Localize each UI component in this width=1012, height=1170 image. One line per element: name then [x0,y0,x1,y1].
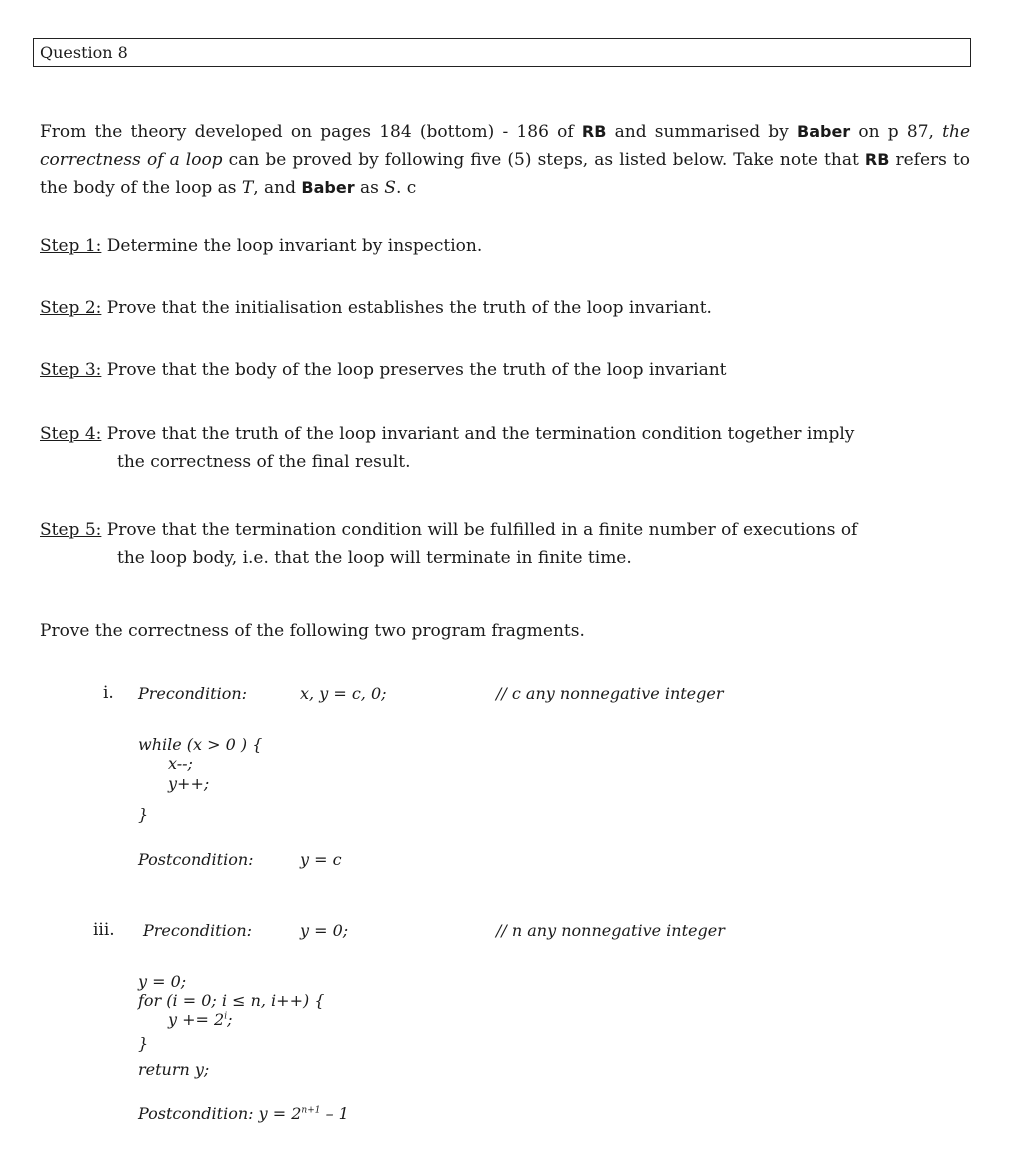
fragment-2-code-line [168,1010,232,1030]
fragment-1-code-line: } [138,805,149,824]
fragment-1-code-line: while (x > 0 ) { [138,735,263,754]
intro-text: on p 87, [850,122,943,142]
step-5 [40,516,968,572]
intro-text: . c [395,178,417,198]
step-text: Prove that the body of the loop preserves the truth of the loop invariant [106,360,727,380]
fragment-2-code-line: } [138,1034,149,1053]
intro-emphasis: the correctness of a loop [40,122,971,170]
rb-ref: RB [864,150,890,169]
fragment-1-numeral: i. [103,683,114,703]
fragment-2-precondition-value: y = 0; [300,921,349,940]
fragment-1-code-line: x--; [168,754,193,773]
step-text: Determine the loop invariant by inspection. [106,236,483,256]
postcondition-exponent: n+1 [301,1105,321,1116]
fragment-2-code-line: for (i = 0; i ≤ n, i++) { [138,991,325,1010]
fragment-1-postcondition-value: y = c [300,850,342,869]
intro-text: From the theory developed on pages 184 (bottom) - 186 of [40,122,582,142]
rb-ref: RB [581,122,607,141]
intro-text: refers to the body of the loop as [40,150,971,198]
intro-text: can be proved by following five (5) steps, as listed below. Take note that [222,150,865,170]
baber-ref: Baber [301,178,355,197]
step-label: Step 5: [40,520,102,540]
postcondition-text: – 1 [320,1104,349,1123]
step-2 [40,294,968,322]
fragment-2-comment: // n any nonnegative integer [496,921,725,940]
step-label: Step 3: [40,360,102,380]
fragment-2-code-line: y = 0; [138,972,187,991]
intro-text: , and [253,178,302,198]
postcondition-text: Postcondition: y = 2 [138,1104,302,1123]
question-title: Question 8 [40,43,128,62]
fragment-2-precondition-label: Precondition: [143,921,253,940]
fragment-1-precondition-value: x, y = c, 0; [300,684,387,703]
code-superscript: i [224,1011,228,1022]
step-text: Prove that the termination condition will be fulfilled in a finite number of executions of [106,520,858,540]
fragment-2-numeral: iii. [93,920,115,940]
fragment-1-comment: // c any nonnegative integer [496,684,724,703]
fragment-2-code-line: return y; [138,1060,210,1079]
prove-instruction: Prove the correctness of the following two program fragments. [40,621,585,641]
fragment-1-postcondition-label: Postcondition: [138,850,254,869]
step-text-continued: the loop body, i.e. that the loop will terminate in finite time. [117,548,632,568]
math-s: S [384,178,396,198]
code-text: ; [227,1010,233,1029]
step-text-continued: the correctness of the final result. [117,452,411,472]
question-title-box [33,38,971,67]
step-label: Step 2: [40,298,102,318]
code-text: y += 2 [168,1010,225,1029]
step-3 [40,356,968,384]
step-text: Prove that the truth of the loop invariant and the termination condition together imply [106,424,855,444]
intro-paragraph [40,118,970,202]
intro-text: and summarised by [606,122,797,142]
step-label: Step 4: [40,424,102,444]
math-t: T [241,178,254,198]
step-text: Prove that the initialisation establishes the truth of the loop invariant. [106,298,712,318]
fragment-1-precondition-label: Precondition: [138,684,248,703]
step-1 [40,232,968,260]
step-label: Step 1: [40,236,102,256]
fragment-2-postcondition [138,1104,349,1124]
step-4 [40,420,968,476]
intro-text: as [354,178,385,198]
baber-ref: Baber [797,122,851,141]
fragment-1-code-line: y++; [168,774,210,793]
